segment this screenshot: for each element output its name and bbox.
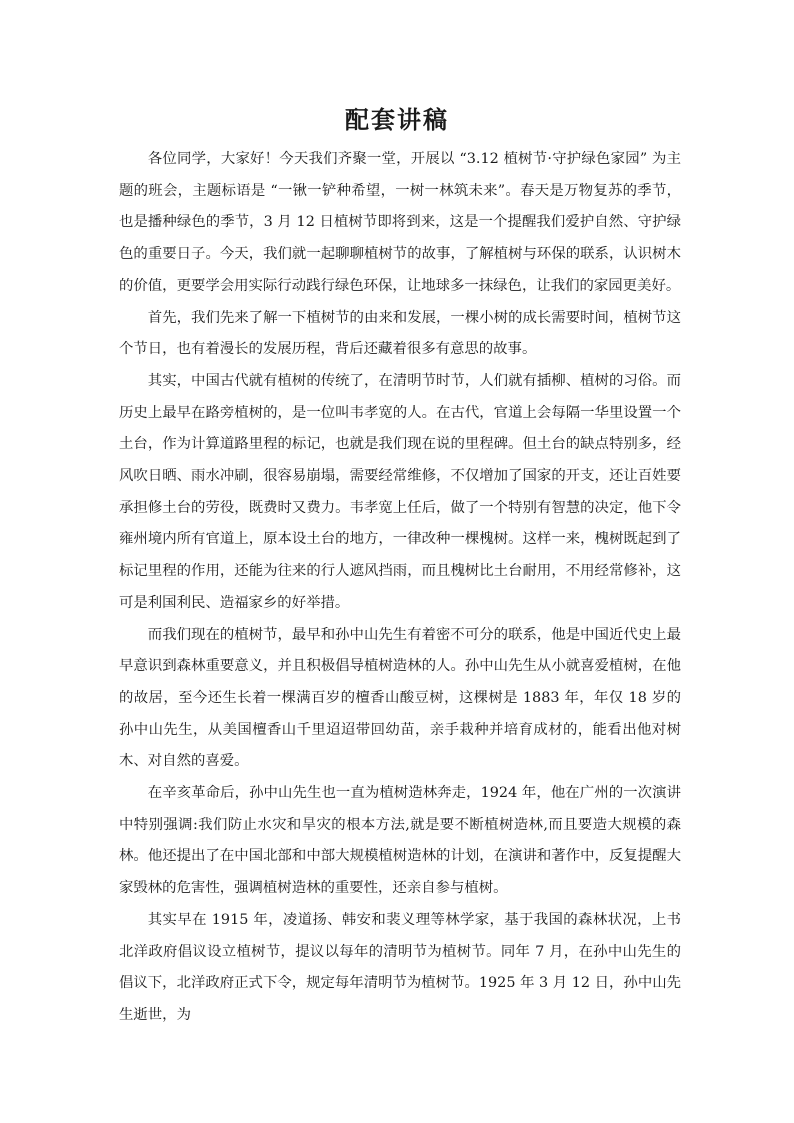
paragraph-ancient-history: 其实，中国古代就有植树的传统了，在清明节时节，人们就有插柳、植树的习俗。而历史上最早在路旁植树的，是一位叫韦孝宽的人。在古代，官道上会每隔一华里设置一个土台，作为计算道路里程的标记，也就是我们现在说的里程碑。但土台的缺点特别多，经风吹日晒、雨水冲刷，很容易崩塌，需要经常维修，不仅增加了国家的开支，还让百姓要承担修土台的劳役，既费时又费力。韦孝宽上任后，做了一个特别有智慧的决定，他下令雍州境内所有官道上，原本设土台的地方，一律改种一棵槐树。这样一来，槐树既起到了标记里程的作用，还能为往来的行人遮风挡雨，而且槐树比土台耐用，不用经常修补，这可是利国利民、造福家乡的好举措。 bbox=[119, 372, 681, 611]
document-body bbox=[119, 144, 681, 1032]
paragraph-origin-intro: 首先，我们先来了解一下植树节的由来和发展，一棵小树的成长需要时间，植树节这个节日，也有着漫长的发展历程，背后还藏着很多有意思的故事。 bbox=[119, 309, 681, 358]
paragraph-speech-1924: 在辛亥革命后，孙中山先生也一直为植树造林奔走，1924 年，他在广州的一次演讲中特别强调:我们防止水灾和旱灾的根本方法,就是要不断植树造林,而且要造大规模的森林。他还提出了在中国北部和中部大规模植树造林的计划，在演讲和著作中，反复提醒大家毁林的危害性，强调植树造林的重要性，还亲自参与植树。 bbox=[119, 785, 681, 897]
paragraph-1915-proposal: 其实早在 1915 年，凌道扬、韩安和裴义理等林学家，基于我国的森林状况，上书北洋政府倡议设立植树节，提议以每年的清明节为植树节。同年 7 月，在孙中山先生的倡议下，北洋政府正式下令，规定每年清明节为植树节。1925 年 3 月 12 日，孙中山先生逝世，为 bbox=[119, 911, 681, 1023]
paragraph-sun-yat-sen: 而我们现在的植树节，最早和孙中山先生有着密不可分的联系，他是中国近代史上最早意识到森林重要意义，并且积极倡导植树造林的人。孙中山先生从小就喜爱植树，在他的故居，至今还生长着一棵满百岁的檀香山酸豆树，这棵树是 1883 年，年仅 18 岁的孙中山先生，从美国檀香山千里迢迢带回幼苗，亲手栽种并培育成材的，能看出他对树木、对自然的喜爱。 bbox=[119, 626, 681, 770]
page-title: 配套讲稿 bbox=[345, 106, 449, 134]
paragraph-intro: 各位同学，大家好！今天我们齐聚一堂，开展以 “3.12 植树节·守护绿色家园” 为主题的班会，主题标语是 “一锹一铲种希望，一树一林筑未来”。春天是万物复苏的季节，也是播种绿色的季节，3 月 12 日植树节即将到来，这是一个提醒我们爱护自然、守护绿色的重要日子。今天，我们就一起聊聊植树节的故事，了解植树与环保的联系，认识树木的价值，更要学会用实际行动践行绿色环保，让地球多一抹绿色，让我们的家园更美好。 bbox=[119, 151, 681, 294]
